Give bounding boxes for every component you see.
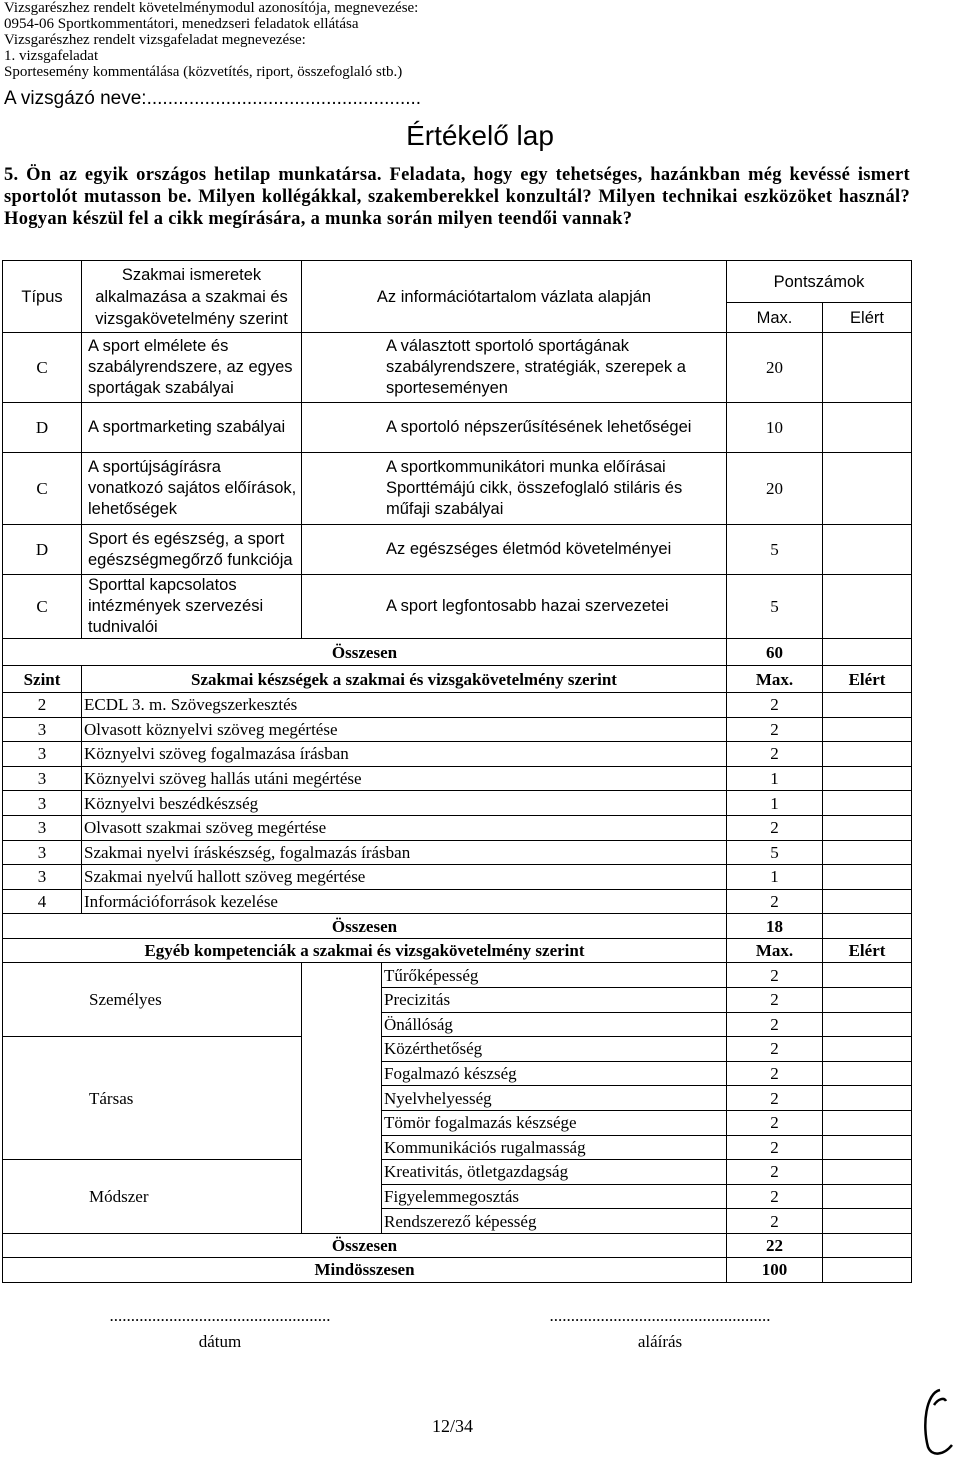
skill-cell: Olvasott köznyelvi szöveg megértése [82, 717, 727, 742]
achieved-cell[interactable] [823, 987, 912, 1012]
achieved-cell[interactable] [823, 575, 912, 639]
competence-cell: Közérthetőség [382, 1037, 727, 1062]
skill-cell: Szakmai nyelvű hallott szöveg megértése [82, 865, 727, 890]
total-label: Összesen [3, 1233, 727, 1257]
achieved-cell[interactable] [823, 815, 912, 840]
max-cell: 1 [727, 766, 823, 791]
achieved-cell[interactable] [823, 1135, 912, 1160]
max-cell: 2 [727, 987, 823, 1012]
achieved-cell[interactable] [823, 742, 912, 767]
achieved-cell[interactable] [823, 693, 912, 718]
achieved-cell[interactable] [823, 1037, 912, 1062]
col-achieved-header: Elért [823, 666, 912, 693]
max-cell: 20 [727, 333, 823, 403]
achieved-cell[interactable] [823, 1233, 912, 1257]
table-row [3, 333, 912, 403]
achieved-cell[interactable] [823, 453, 912, 525]
competence-cell: Fogalmazó készség [382, 1061, 727, 1086]
achieved-cell[interactable] [823, 889, 912, 914]
knowledge-cell: Sporttal kapcsolatos intézmények szervezési tudnivalói [82, 575, 302, 639]
signature-block [525, 1306, 795, 1352]
max-cell: 2 [727, 1160, 823, 1185]
skill-cell: Olvasott szakmai szöveg megértése [82, 815, 727, 840]
level-cell: 3 [3, 791, 82, 816]
signature-label: aláírás [637, 1332, 683, 1351]
table-row [3, 840, 912, 865]
max-cell: 1 [727, 791, 823, 816]
signature-dots: .................................................... [549, 1306, 771, 1325]
skill-cell: Szakmai nyelvi íráskészség, fogalmazás írásban [82, 840, 727, 865]
info-cell: A sportoló népszerűsítésének lehetőségei [302, 403, 727, 453]
skill-cell: Köznyelvi beszédkészség [82, 791, 727, 816]
handwritten-initial [918, 1385, 958, 1460]
section-header-row [3, 939, 912, 963]
max-cell: 2 [727, 1135, 823, 1160]
max-cell: 5 [727, 525, 823, 575]
table-row [3, 1160, 912, 1185]
max-cell: 5 [727, 575, 823, 639]
max-cell: 1 [727, 865, 823, 890]
evaluation-table [2, 260, 912, 1283]
examinee-name-line: A vizsgázó neve:.................................................... [4, 88, 422, 109]
achieved-cell[interactable] [823, 1086, 912, 1111]
max-cell: 5 [727, 840, 823, 865]
skill-cell: Köznyelvi szöveg hallás utáni megértése [82, 766, 727, 791]
task-description: 5. Ön az egyik országos hetilap munkatársa. Feladata, hogy egy tehetséges, hazánkban még kevéssé ismert sportolót mutasson be. Milyen kollégákkal, szakemberekkel konzultál? Milyen technikai eszközöket használ? Hogyan készül fel a cikk megírására, a munka során milyen teendői vannak? [4, 165, 910, 229]
achieved-cell[interactable] [823, 1184, 912, 1209]
competence-cell: Tömör fogalmazás készsége [382, 1110, 727, 1135]
col-points-header: Pontszámok [727, 261, 912, 303]
header-line: 0954-06 Sportkommentátori, menedzseri feladatok ellátása [4, 16, 359, 32]
level-cell: 2 [3, 693, 82, 718]
achieved-cell[interactable] [823, 1257, 912, 1282]
achieved-cell[interactable] [823, 1061, 912, 1086]
header-line: Vizsgarészhez rendelt vizsgafeladat megnevezése: [4, 32, 306, 48]
col-type-header: Típus [3, 261, 82, 333]
skill-cell: Köznyelvi szöveg fogalmazása írásban [82, 742, 727, 767]
max-cell: 2 [727, 1086, 823, 1111]
max-cell: 2 [727, 889, 823, 914]
document-header [4, 0, 418, 80]
table-row [3, 865, 912, 890]
subtotal-row [3, 1233, 912, 1257]
skill-cell: ECDL 3. m. Szövegszerkesztés [82, 693, 727, 718]
info-cell: A sportkommunikátori munka előírásai Sporttémájú cikk, összefoglaló stiláris és műfaji szabályai [302, 453, 727, 525]
table-row [3, 525, 912, 575]
table-row [3, 963, 912, 988]
achieved-cell[interactable] [823, 840, 912, 865]
total-value: 18 [727, 914, 823, 939]
max-cell: 2 [727, 815, 823, 840]
max-cell: 2 [727, 963, 823, 988]
max-cell: 20 [727, 453, 823, 525]
achieved-cell[interactable] [823, 1012, 912, 1037]
header-line: 1. vizsgafeladat [4, 48, 99, 64]
table-row [3, 717, 912, 742]
info-cell: A sport legfontosabb hazai szervezetei [302, 575, 727, 639]
max-cell: 2 [727, 1209, 823, 1234]
level-cell: 3 [3, 717, 82, 742]
total-label: Összesen [3, 639, 727, 666]
competence-cell: Figyelemmegosztás [382, 1184, 727, 1209]
competence-cell: Kreativitás, ötletgazdagság [382, 1160, 727, 1185]
grand-total-row [3, 1257, 912, 1282]
skills-body [3, 693, 912, 914]
achieved-cell[interactable] [823, 717, 912, 742]
col-info-header: Az információtartalom vázlata alapján [302, 261, 727, 333]
competences-body [3, 963, 912, 1234]
level-cell: 3 [3, 815, 82, 840]
total-value: 60 [727, 639, 823, 666]
date-label: dátum [198, 1332, 242, 1351]
knowledge-cell: A sportmarketing szabályai [82, 403, 302, 453]
max-cell: 2 [727, 693, 823, 718]
skill-cell: Információforrások kezelése [82, 889, 727, 914]
total-label: Összesen [3, 914, 727, 939]
level-cell: 3 [3, 742, 82, 767]
achieved-cell[interactable] [823, 914, 912, 939]
subtotal-row [3, 639, 912, 666]
table-row [3, 791, 912, 816]
level-cell: 3 [3, 766, 82, 791]
knowledge-cell: A sport elmélete és szabályrendszere, az egyes sportágak szabályai [82, 333, 302, 403]
col-competence-header: Egyéb kompetenciák a szakmai és vizsgakövetelmény szerint [3, 939, 727, 963]
date-dots: .................................................... [109, 1306, 331, 1325]
col-achieved-header: Elért [823, 939, 912, 963]
table-row [3, 815, 912, 840]
achieved-cell[interactable] [823, 525, 912, 575]
max-cell: 2 [727, 742, 823, 767]
grand-total-label: Mindösszesen [3, 1257, 727, 1282]
competence-group-label: Társas [3, 1037, 302, 1160]
table-row [3, 403, 912, 453]
subtotal-row [3, 914, 912, 939]
competence-group-label: Módszer [3, 1160, 302, 1234]
achieved-cell[interactable] [823, 865, 912, 890]
type-cell: D [3, 525, 82, 575]
table-row [3, 889, 912, 914]
grand-total-value: 100 [727, 1257, 823, 1282]
header-line: Sportesemény kommentálása (közvetítés, riport, összefoglaló stb.) [4, 64, 403, 80]
competence-cell: Tűrőképesség [382, 963, 727, 988]
table-row [3, 766, 912, 791]
col-max-header: Max. [727, 666, 823, 693]
section-header-row [3, 666, 912, 693]
achieved-cell[interactable] [823, 639, 912, 666]
max-cell: 10 [727, 403, 823, 453]
col-max-header: Max. [727, 939, 823, 963]
info-cell: Az egészséges életmód követelményei [302, 525, 727, 575]
date-signature [85, 1306, 355, 1352]
competence-cell: Rendszerező képesség [382, 1209, 727, 1234]
max-cell: 2 [727, 1037, 823, 1062]
achieved-cell[interactable] [823, 791, 912, 816]
max-cell: 2 [727, 1061, 823, 1086]
table-row [3, 1037, 912, 1062]
competence-cell: Nyelvhelyesség [382, 1086, 727, 1111]
page-number: 12/34 [431, 1416, 473, 1436]
knowledge-cell: Sport és egészség, a sport egészségmegőrző funkciója [82, 525, 302, 575]
col-max-header: Max. [727, 303, 823, 333]
col-skill-header: Szakmai készségek a szakmai és vizsgakövetelmény szerint [82, 666, 727, 693]
achieved-cell[interactable] [823, 963, 912, 988]
info-cell: A választott sportoló sportágának szabályrendszere, stratégiák, szerepek a sporteseményen [302, 333, 727, 403]
achieved-cell[interactable] [823, 333, 912, 403]
table-row [3, 693, 912, 718]
type-cell: C [3, 333, 82, 403]
table-row [3, 453, 912, 525]
level-cell: 3 [3, 840, 82, 865]
max-cell: 2 [727, 717, 823, 742]
table-row [3, 742, 912, 767]
total-value: 22 [727, 1233, 823, 1257]
competence-cell: Precizitás [382, 987, 727, 1012]
max-cell: 2 [727, 1012, 823, 1037]
achieved-cell[interactable] [823, 1110, 912, 1135]
competence-cell: Önállóság [382, 1012, 727, 1037]
knowledge-cell: A sportújságírásra vonatkozó sajátos előírások, lehetőségek [82, 453, 302, 525]
competence-group-label: Személyes [3, 963, 302, 1037]
achieved-cell[interactable] [823, 1209, 912, 1234]
table-row [3, 575, 912, 639]
type-cell: C [3, 453, 82, 525]
level-cell: 3 [3, 865, 82, 890]
col-knowledge-header: Szakmai ismeretek alkalmazása a szakmai és vizsgakövetelmény szerint [82, 261, 302, 333]
achieved-cell[interactable] [823, 766, 912, 791]
level-cell: 4 [3, 889, 82, 914]
achieved-cell[interactable] [823, 403, 912, 453]
page-title: Értékelő lap [406, 120, 554, 151]
type-cell: C [3, 575, 82, 639]
col-achieved-header: Elért [823, 303, 912, 333]
achieved-cell[interactable] [823, 1160, 912, 1185]
col-level-header: Szint [3, 666, 82, 693]
competence-cell: Kommunikációs rugalmasság [382, 1135, 727, 1160]
header-line: Vizsgarészhez rendelt követelménymodul azonosítója, megnevezése: [4, 0, 419, 16]
max-cell: 2 [727, 1184, 823, 1209]
max-cell: 2 [727, 1110, 823, 1135]
type-cell: D [3, 403, 82, 453]
